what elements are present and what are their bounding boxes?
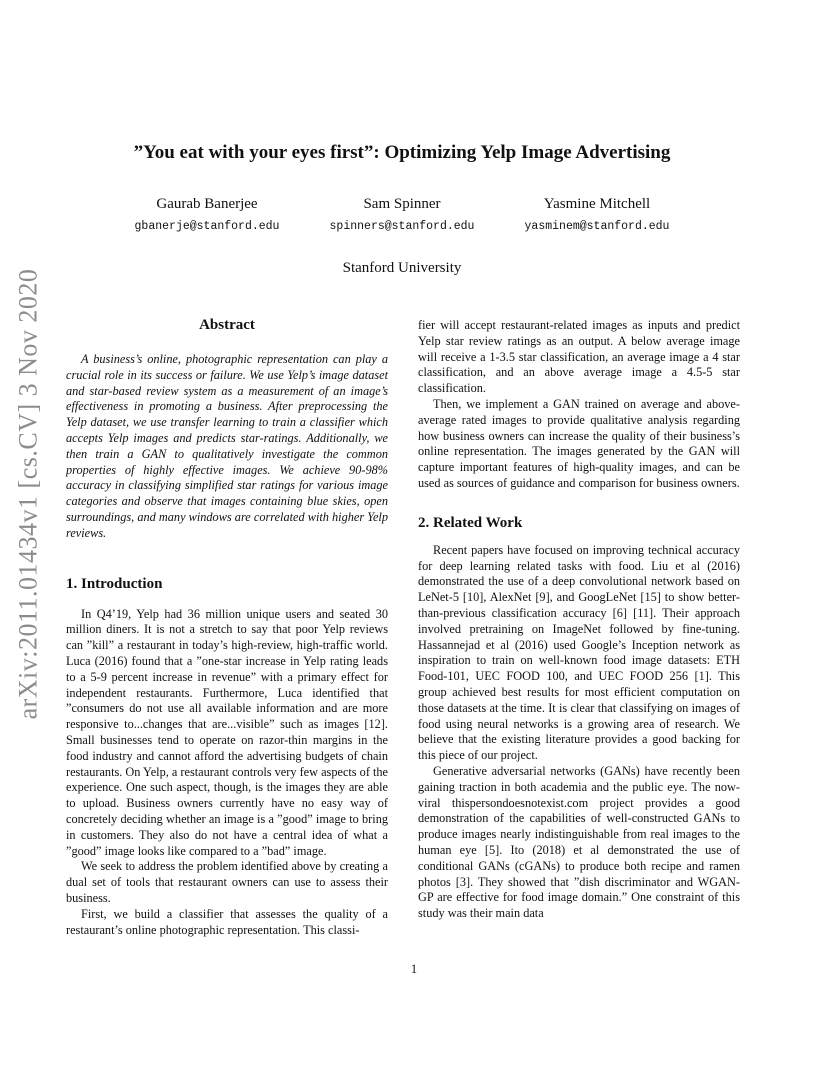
related-work-paragraph bbox=[418, 764, 740, 922]
text-run: to show better-than-previous classification accuracy bbox=[418, 590, 741, 620]
citation-link[interactable]: [6] bbox=[612, 605, 627, 620]
continued-paragraph: fier will accept restaurant-related images as inputs and predict Yelp star review ratings as an output. A below average image will receive a 1-3.5 star classification, an average image a 4 star classification, and an above average image a 4.5-5 star classification. bbox=[418, 318, 740, 396]
text-run: , AlexNet bbox=[483, 590, 536, 605]
citation-link[interactable]: [11] bbox=[633, 605, 654, 620]
left-column bbox=[66, 316, 388, 938]
citation-link[interactable]: [12] bbox=[364, 717, 385, 732]
text-run: Generative adversarial networks (GANs) have recently been gaining traction in both academia and the public eye. The now-viral thispersondoesnotexist.com project provides a good demonstration of the capabilities of well-constructed GANs to produce images nearly indistinguishable from real images to the human eye bbox=[418, 763, 740, 857]
author-1 bbox=[97, 194, 317, 236]
introduction-section bbox=[66, 575, 388, 939]
paper-title: ”You eat with your eyes first”: Optimizing Yelp Image Advertising bbox=[133, 142, 671, 163]
page-number: 1 bbox=[410, 962, 418, 976]
text-run: . Their approach involved pretraining on ImageNet followed by fine-tuning. Hassannejad et al (2016) used Google’s Inception network as inspiration to train on well-known food image datasets: ETH Food-101, UEC FOOD 100, and UEC FOOD 256 bbox=[418, 605, 740, 684]
author-name: Gaurab Banerjee bbox=[156, 196, 258, 212]
introduction-paragraph: First, we build a classifier that assesses the quality of a restaurant’s online photographic representation. This classi- bbox=[66, 906, 388, 937]
text-run: . This group achieved best results for most efficient computation on those datasets at the time. It is clear that classifying on images of food using neural networks is a growing area of research. We believe that the existing literature provides a good backing for this piece of our project. bbox=[418, 669, 740, 763]
citation-link[interactable]: [5] bbox=[484, 842, 500, 857]
author-email: gbanerje@stanford.edu bbox=[134, 220, 280, 233]
text-run: In Q4’19, Yelp had 36 million unique users and seated 30 million diners. It is not a stretch to say that poor Yelp reviews can ”kill” a restaurant in today’s high-review, high-traffic world. Luca (2016) found that a ”one-star increase in Yelp rating leads to a 5-9 percent increase in revenue” with a primary effect for independent restaurants. Furthermore, Luca identified that ”consumers do not use all available information and are more responsive to...changes that are...visible” such as images bbox=[66, 606, 388, 732]
citation-link[interactable]: [9] bbox=[535, 590, 550, 605]
abstract-text: A business’s online, photographic representation can play a crucial role in its success or failure. We use Yelp’s image dataset and star-based review system as a measurement of an image’s effectiveness in promoting a business. After preprocessing the Yelp dataset, we use transfer learning to train a classifier which accepts Yelp images and predicts star-ratings. Additionally, we then train a GAN to qualitatively investigate the common properties of highly effective images. We achieve 90-98% accuracy in classifying simplified star ratings for various image categories and observe that images containing blue skies, open surroundings, and many windows are correlated with higher Yelp reviews. bbox=[66, 352, 388, 540]
abstract-heading: Abstract bbox=[199, 317, 255, 333]
introduction-paragraph bbox=[66, 607, 388, 860]
author-email: spinners@stanford.edu bbox=[329, 220, 475, 233]
text-run: . They showed that ”dish discriminator and WGAN-GP are effective for food image domain.” One constraint of this study was their main data bbox=[418, 874, 741, 921]
citation-link[interactable]: [10] bbox=[462, 590, 484, 605]
citation-link[interactable]: [3] bbox=[455, 874, 471, 889]
arxiv-identifier-text: arXiv:2011.01434v1 [cs.CV] 3 Nov 2020 bbox=[13, 268, 43, 720]
right-column bbox=[418, 318, 740, 922]
related-work-heading: 2. Related Work bbox=[418, 514, 523, 531]
introduction-heading: 1. Introduction bbox=[66, 575, 163, 592]
author-3 bbox=[487, 194, 707, 236]
related-work-paragraph bbox=[418, 543, 740, 764]
introduction-paragraph: We seek to address the problem identified above by creating a dual set of tools that restaurant owners can use to assess their business. bbox=[66, 859, 388, 905]
related-work-section bbox=[418, 514, 740, 922]
author-name: Yasmine Mitchell bbox=[543, 196, 651, 212]
gan-paragraph: Then, we implement a GAN trained on average and above-average rated images to provide qualitative analysis regarding how business owners can increase the quality of their business’s online representation. The images generated by the GAN will capture important features of high-quality images, and can be used as sources of guidance and comparison for business owners. bbox=[418, 396, 740, 490]
text-run: . Small businesses tend to operate on razor-thin margins in the food industry and cannot afford the advertising budgets of chain restaurants. On Yelp, a restaurant controls very few aspects of the experience. One such aspect, though, is the images they are able to upload. Business owners currently have no easy way of concretely deciding whether an image is a ”good” image to bring in customers. They also do not have a central idea of what a ”good” image looks like compared to a ”bad” image. bbox=[66, 717, 389, 858]
citation-link[interactable]: [1] bbox=[694, 669, 709, 684]
author-2 bbox=[292, 194, 512, 236]
author-email: yasminem@stanford.edu bbox=[524, 220, 670, 233]
citation-link[interactable]: [15] bbox=[640, 590, 661, 605]
text-run: . Ito (2018) et al demonstrated the use of conditional GANs (cGANs) to produce both recipe and ramen photos bbox=[418, 842, 740, 889]
text-run: , and GoogLeNet bbox=[549, 590, 641, 605]
abstract-section bbox=[66, 316, 388, 542]
arxiv-identifier bbox=[8, 268, 48, 720]
author-name: Sam Spinner bbox=[363, 196, 441, 212]
affiliation: Stanford University bbox=[342, 260, 462, 276]
text-run: Recent papers have focused on improving technical accuracy for deep learning related tasks with food. Liu et al (2016) demonstrated the use of a deep convolutional network based on LeNet-5 bbox=[418, 542, 740, 605]
